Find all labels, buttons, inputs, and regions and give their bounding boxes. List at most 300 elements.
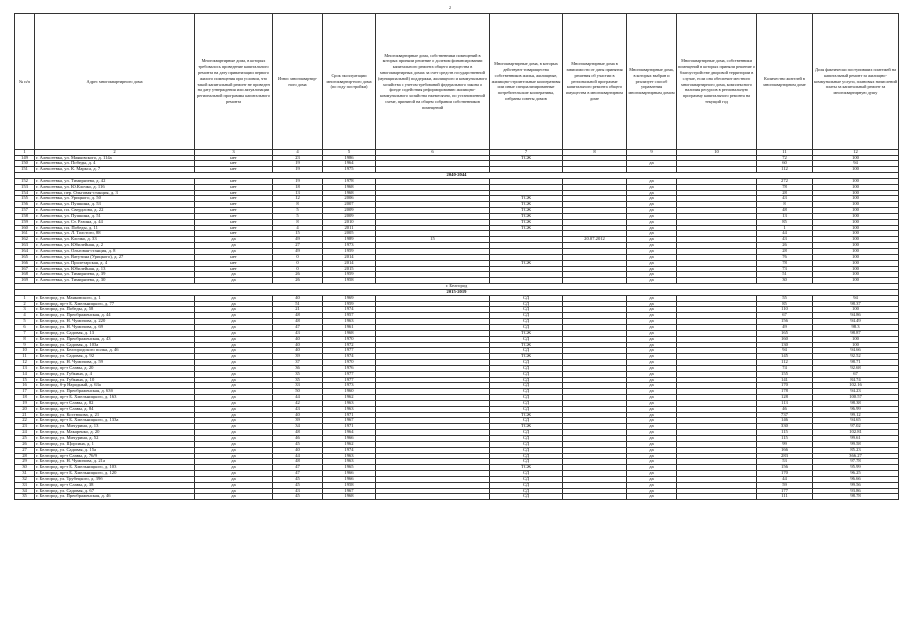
table-cell: 19 <box>273 167 323 173</box>
table-cell: 28 <box>757 190 813 196</box>
address-cell: г. Белгород, ул. Трубецкого, д. 39б <box>35 476 195 482</box>
table-cell: 1963 <box>323 453 376 459</box>
table-cell: 35 <box>273 371 323 377</box>
address-cell: г. Белгород, пр-т Б. Хмельницкого, д. 163 <box>35 395 195 401</box>
table-cell: 1968 <box>323 184 376 190</box>
table-cell: да <box>627 395 677 401</box>
table-cell: 67 <box>757 313 813 319</box>
table-cell: да <box>627 178 677 184</box>
address-cell: г. Белгород, пр-т Б. Хмельницкого, д. 103 <box>35 465 195 471</box>
table-cell: СД <box>490 441 563 447</box>
table-cell: да <box>195 342 273 348</box>
table-cell: 110 <box>757 307 813 313</box>
col-header-age: Срок эксплуатации многоквартир-ного дома (по году постройки) <box>323 14 376 150</box>
table-cell: 19 <box>273 178 323 184</box>
table-cell: СД <box>490 319 563 325</box>
table-cell: да <box>195 406 273 412</box>
table-cell: 23 <box>15 424 35 430</box>
table-cell: 12 <box>273 196 323 202</box>
table-cell: СД <box>490 436 563 442</box>
table-cell: да <box>195 360 273 366</box>
table-cell: 100 <box>813 225 899 231</box>
table-cell: 2011 <box>323 225 376 231</box>
table-cell: да <box>627 453 677 459</box>
table-cell: 12 <box>15 360 35 366</box>
table-cell: 1961 <box>323 324 376 330</box>
col-header-number: № п/п <box>15 14 35 150</box>
table-cell: 98.87 <box>813 330 899 336</box>
table-cell: да <box>195 371 273 377</box>
table-cell: 10 <box>15 348 35 354</box>
table-cell: да <box>627 295 677 301</box>
table-cell: 145 <box>757 354 813 360</box>
table-cell: да <box>627 494 677 500</box>
table-cell <box>677 494 757 500</box>
table-cell: 94 <box>757 348 813 354</box>
table-cell: 21 <box>15 412 35 418</box>
table-cell: 13 <box>273 190 323 196</box>
table-cell: 44 <box>273 395 323 401</box>
table-cell: 19 <box>15 400 35 406</box>
address-cell: г. Белгород, пр-т Славы, д. 20 <box>35 365 195 371</box>
table-cell: 1975 <box>323 167 376 173</box>
address-cell: г. Алексеевка, пл. Победы, д. 11 <box>35 225 195 231</box>
address-cell: г. Белгород, ул. Н. Чумичова, д. 59 <box>35 360 195 366</box>
table-cell: 59 <box>757 482 813 488</box>
table-cell: 18 <box>273 184 323 190</box>
table-cell: 99 <box>757 441 813 447</box>
table-cell: да <box>195 301 273 307</box>
table-cell: да <box>627 272 677 278</box>
table-cell: 43 <box>757 237 813 243</box>
table-cell: 20 <box>15 406 35 412</box>
table-cell: 14 <box>15 371 35 377</box>
address-cell: г. Белгород, ул. Садовая, д. 103а <box>35 342 195 348</box>
table-cell: 40 <box>273 348 323 354</box>
table-cell: 46 <box>273 436 323 442</box>
table-cell: 8 <box>757 202 813 208</box>
table-cell: 1972 <box>323 342 376 348</box>
table-cell: СД <box>490 430 563 436</box>
table-cell: 100 <box>813 307 899 313</box>
table-cell: СД <box>490 307 563 313</box>
table-cell: 128 <box>757 395 813 401</box>
address-cell: г. Алексеевка, ул. Тимирязева, д. 39 <box>35 272 195 278</box>
address-cell: г. Белгород, ул. Н. Чумичова, д. 69 <box>35 324 195 330</box>
table-cell: да <box>627 161 677 167</box>
table-cell: 168 <box>15 272 35 278</box>
table-cell: нет <box>195 161 273 167</box>
table-cell: 2009 <box>323 208 376 214</box>
table-cell: 40 <box>273 412 323 418</box>
address-cell: г. Алексеевка, ул. Клочко, д. 33 <box>35 237 195 243</box>
table-cell: 40 <box>273 447 323 453</box>
table-cell: 8 <box>273 219 323 225</box>
table-cell: 17 <box>15 389 35 395</box>
table-cell: 47 <box>273 324 323 330</box>
table-cell: 151 <box>15 167 35 173</box>
table-cell: да <box>627 459 677 465</box>
table-cell: 46 <box>757 406 813 412</box>
table-cell: да <box>627 471 677 477</box>
table-cell: ТСЖ <box>490 342 563 348</box>
column-number: 10 <box>677 150 757 156</box>
address-cell: г. Алексеевка, ул. Юбилейная, д. 13 <box>35 266 195 272</box>
table-cell: нет <box>195 231 273 237</box>
table-cell: 1964 <box>323 161 376 167</box>
table-cell: 1968 <box>323 330 376 336</box>
period-heading: 2015-2019 <box>15 289 899 295</box>
table-cell: ТСЖ <box>490 155 563 161</box>
address-cell: г. Белгород, пр-т Б. Хмельницкого, д. 120 <box>35 471 195 477</box>
address-cell: г. Белгород, пр-т Славы, д. 82 <box>35 400 195 406</box>
table-cell: 1959 <box>323 301 376 307</box>
table-cell: 272 <box>757 178 813 184</box>
table-cell: 98.3 <box>813 324 899 330</box>
table-cell: 102.81 <box>813 430 899 436</box>
column-number: 6 <box>376 150 490 156</box>
table-cell: 2015 <box>323 266 376 272</box>
table-cell: 1971 <box>323 424 376 430</box>
table-cell: 26 <box>273 272 323 278</box>
table-cell: 44 <box>757 231 813 237</box>
table-cell: 47 <box>273 471 323 477</box>
address-cell: г. Белгород, ул. Садовая, д. 92 <box>35 354 195 360</box>
column-number: 7 <box>490 150 563 156</box>
table-cell: 28 <box>757 249 813 255</box>
table-cell: да <box>195 319 273 325</box>
table-cell: СД <box>490 488 563 494</box>
table-cell: 160 <box>15 225 35 231</box>
table-cell: 60 <box>757 161 813 167</box>
table-cell: 1971 <box>323 412 376 418</box>
table-cell: 13 <box>757 213 813 219</box>
table-cell: 170 <box>757 471 813 477</box>
table-cell: да <box>195 494 273 500</box>
table-cell: 43 <box>757 196 813 202</box>
table-cell: да <box>195 436 273 442</box>
table-cell: 146 <box>757 418 813 424</box>
table-cell: да <box>627 237 677 243</box>
table-cell: 95.99 <box>813 465 899 471</box>
table-cell: 1970 <box>323 336 376 342</box>
table-cell: нет <box>195 260 273 266</box>
address-cell: г. Белгород, пр-т Б. Хмельницкого, д. 133а <box>35 418 195 424</box>
address-cell: г. Белгород, ул. Маяковского, д. 1 <box>35 295 195 301</box>
table-cell: СД <box>490 471 563 477</box>
table-cell: да <box>627 430 677 436</box>
col-header-decision-date: Многоквартирные дома в зависимости от даты принятия решения об участии в региональной программе капитального ремонта общего имущества в многоквартирном доме <box>563 14 627 150</box>
table-cell: 30 <box>757 278 813 284</box>
table-cell: 141 <box>757 377 813 383</box>
table-cell: да <box>627 342 677 348</box>
table-cell: 0 <box>273 266 323 272</box>
table-cell: 30 <box>15 465 35 471</box>
table-cell: да <box>195 313 273 319</box>
table-cell: СД <box>490 494 563 500</box>
table-cell: да <box>195 348 273 354</box>
table-cell: 16 <box>15 383 35 389</box>
table-cell: 94.49 <box>813 319 899 325</box>
table-cell: да <box>627 418 677 424</box>
table-cell: 163 <box>15 243 35 249</box>
city-heading: г. Белгород <box>15 284 899 290</box>
table-body <box>15 150 899 500</box>
table-cell: 2005 <box>323 231 376 237</box>
table-cell: 97.78 <box>813 459 899 465</box>
table-cell: ТСЖ <box>490 202 563 208</box>
table-cell: 94.65 <box>813 418 899 424</box>
table-cell: да <box>627 249 677 255</box>
table-cell: СД <box>490 295 563 301</box>
table-cell: да <box>627 465 677 471</box>
table-cell: 72 <box>757 155 813 161</box>
table-cell: 166 <box>15 260 35 266</box>
table-cell: ТСЖ <box>490 465 563 471</box>
table-cell: да <box>627 231 677 237</box>
table-cell: 100 <box>813 272 899 278</box>
table-cell: ТСЖ <box>490 208 563 214</box>
table-cell: 40 <box>273 295 323 301</box>
column-number: 1 <box>15 150 35 156</box>
table-cell: 26 <box>15 441 35 447</box>
table-cell: 1968 <box>323 190 376 196</box>
table-cell: 178 <box>757 389 813 395</box>
table-cell: да <box>195 383 273 389</box>
table-cell: 51 <box>757 272 813 278</box>
table-cell: 2006 <box>323 196 376 202</box>
table-cell <box>563 494 627 500</box>
table-cell: 3 <box>15 307 35 313</box>
table-cell: 177 <box>757 488 813 494</box>
table-cell: 48 <box>757 208 813 214</box>
column-number: 3 <box>195 150 273 156</box>
table-cell: 170 <box>757 383 813 389</box>
table-cell: 15 <box>15 377 35 383</box>
table-cell: 19 <box>273 161 323 167</box>
table-cell: ТСЖ <box>490 219 563 225</box>
table-cell: 32 <box>15 476 35 482</box>
table-cell: СД <box>490 313 563 319</box>
col-header-address: Адрес многоквартирного дома <box>35 14 195 150</box>
table-cell: 1986 <box>323 155 376 161</box>
table-cell: 158 <box>15 213 35 219</box>
table-cell: 27 <box>273 243 323 249</box>
table-cell: 85 <box>757 219 813 225</box>
table-cell: да <box>195 430 273 436</box>
table-cell: 149 <box>15 155 35 161</box>
table-cell: СД <box>490 348 563 354</box>
table-cell: 100.57 <box>813 395 899 401</box>
address-cell: г. Алексеевка, ул. Ватутина (Урицкого), д. 27 <box>35 254 195 260</box>
table-cell: 366.27 <box>813 453 899 459</box>
table-cell: 1977 <box>323 371 376 377</box>
table-cell: нет <box>195 155 273 161</box>
table-cell: 50 <box>273 389 323 395</box>
table-cell: 100 <box>813 231 899 237</box>
table-cell: 36 <box>273 365 323 371</box>
address-cell: г. Белгород, пр-т Б. Хмельницкого, д. 77 <box>35 301 195 307</box>
table-cell: 166 <box>757 447 813 453</box>
table-cell: 1974 <box>323 447 376 453</box>
table-cell: 43 <box>273 330 323 336</box>
table-cell: да <box>627 354 677 360</box>
table-cell: да <box>627 330 677 336</box>
table-cell: 5 <box>15 319 35 325</box>
table-cell: 1960 <box>323 389 376 395</box>
table-cell: 96.99 <box>813 406 899 412</box>
table-cell: СД <box>490 371 563 377</box>
table-cell: да <box>195 354 273 360</box>
table-cell: 100 <box>813 278 899 284</box>
table-cell: да <box>627 260 677 266</box>
column-number: 2 <box>35 150 195 156</box>
address-cell: г. Белгород, ул. Преображенская, д. 44 <box>35 313 195 319</box>
address-cell: г. Белгород, пр-т Славы, д. 84 <box>35 406 195 412</box>
table-cell: 100 <box>813 249 899 255</box>
table-cell: да <box>627 219 677 225</box>
table-cell: ТСЖ <box>490 260 563 266</box>
table-cell: 1977 <box>323 377 376 383</box>
table-cell: да <box>627 190 677 196</box>
header-row <box>15 14 899 150</box>
table-cell: 35 <box>273 377 323 383</box>
address-cell: г. Алексеевка, пл. Свердлова, д. 22 <box>35 208 195 214</box>
table-cell: да <box>627 482 677 488</box>
table-cell: да <box>195 330 273 336</box>
table-cell: 33 <box>15 482 35 488</box>
table-cell: 155 <box>757 371 813 377</box>
table-cell: да <box>627 348 677 354</box>
table-cell: 100 <box>813 342 899 348</box>
table-cell: да <box>195 295 273 301</box>
table-cell: 156 <box>757 319 813 325</box>
table-cell: 115 <box>757 430 813 436</box>
table-cell: 100 <box>813 208 899 214</box>
table-cell: 159 <box>15 219 35 225</box>
table-cell: да <box>195 395 273 401</box>
table-cell: 4 <box>15 313 35 319</box>
table-cell: 112 <box>757 167 813 173</box>
address-cell: г. Белгород, ул. Садовая, д. 15а <box>35 447 195 453</box>
table-cell: да <box>627 202 677 208</box>
table-cell: 39 <box>273 354 323 360</box>
col-header-payment-share: Доля фактически поступивших платежей на капитальный ремонт за жилищно-коммунальные услуги, плановых начислений платы за капитальный ремонт за многоквартирную душу <box>813 14 899 150</box>
table-cell: 100 <box>813 243 899 249</box>
table-cell: 22 <box>15 418 35 424</box>
table-cell: 100 <box>813 196 899 202</box>
table-cell: 47 <box>273 465 323 471</box>
col-header-residents: Количество жителей в многоквартирном доме <box>757 14 813 150</box>
table-cell: нет <box>195 213 273 219</box>
table-cell: да <box>195 418 273 424</box>
table-cell: 6 <box>15 324 35 330</box>
table-cell: 98.38 <box>813 400 899 406</box>
table-cell: да <box>195 465 273 471</box>
table-cell: да <box>627 266 677 272</box>
table-cell: 737 <box>757 412 813 418</box>
table-cell: 2007 <box>323 202 376 208</box>
address-cell: г. Белгород, ул. Победы, д. 58 <box>35 307 195 313</box>
table-cell: 48 <box>273 313 323 319</box>
table-cell: 1967 <box>323 418 376 424</box>
table-cell: да <box>627 196 677 202</box>
table-cell: СД <box>490 447 563 453</box>
address-cell: г. Белгород, ул. Мичурина, д. 52 <box>35 436 195 442</box>
table-cell: 67 <box>813 371 899 377</box>
table-cell: 7 <box>15 330 35 336</box>
table-cell: да <box>195 389 273 395</box>
table-cell: да <box>195 243 273 249</box>
table-cell: 96.25 <box>813 471 899 477</box>
table-cell: 98.71 <box>813 360 899 366</box>
table-cell: 169 <box>15 278 35 284</box>
table-cell: да <box>195 272 273 278</box>
table-cell: ТСЖ <box>490 196 563 202</box>
table-cell: 1962 <box>323 395 376 401</box>
table-cell: нет <box>195 266 273 272</box>
table-cell: 78 <box>757 184 813 190</box>
table-cell: да <box>627 441 677 447</box>
table-cell: 8 <box>15 336 35 342</box>
table-cell: да <box>195 424 273 430</box>
table-cell: 40 <box>273 342 323 348</box>
table-cell: 92.68 <box>813 365 899 371</box>
column-number: 9 <box>627 150 677 156</box>
address-cell: г. Белгород, ул. Н. Чумичова, д. 220 <box>35 319 195 325</box>
table-cell: да <box>627 406 677 412</box>
table-cell: 1965 <box>323 465 376 471</box>
table-cell: да <box>627 319 677 325</box>
table-cell: да <box>627 243 677 249</box>
table-cell: да <box>627 324 677 330</box>
table-cell: 2009 <box>323 213 376 219</box>
table-cell: нет <box>195 196 273 202</box>
table-cell: СД <box>490 395 563 401</box>
table-cell: 2014 <box>323 260 376 266</box>
table-cell: 99.61 <box>813 436 899 442</box>
table-cell: 35 <box>15 494 35 500</box>
table-cell: 29 <box>15 459 35 465</box>
table-cell: 45 <box>273 441 323 447</box>
table-cell: 98.37 <box>813 301 899 307</box>
column-number: 4 <box>273 150 323 156</box>
page-number: 2 <box>449 5 451 10</box>
table-cell: 1963 <box>323 406 376 412</box>
table-cell: 49 <box>273 249 323 255</box>
column-number: 11 <box>757 150 813 156</box>
table-cell: 1958 <box>323 482 376 488</box>
table-cell: 1974 <box>323 354 376 360</box>
table-cell: 85 <box>757 301 813 307</box>
table-cell: да <box>627 412 677 418</box>
table-cell: 100 <box>813 219 899 225</box>
table-cell: СД <box>490 482 563 488</box>
table-cell: 27 <box>15 447 35 453</box>
table-cell: СД <box>490 301 563 307</box>
table-cell: СД <box>490 377 563 383</box>
table-cell: 1973 <box>323 243 376 249</box>
table-cell: да <box>627 336 677 342</box>
table-cell: нет <box>195 208 273 214</box>
table-cell: 15 <box>273 231 323 237</box>
table-cell: 93.86 <box>813 488 899 494</box>
table-cell: 156 <box>757 465 813 471</box>
address-cell: г. Алексеевка, ул. Пролетарская, д. 4 <box>35 260 195 266</box>
table-cell: 161 <box>15 231 35 237</box>
table-cell: 113 <box>757 400 813 406</box>
table-cell: да <box>195 441 273 447</box>
